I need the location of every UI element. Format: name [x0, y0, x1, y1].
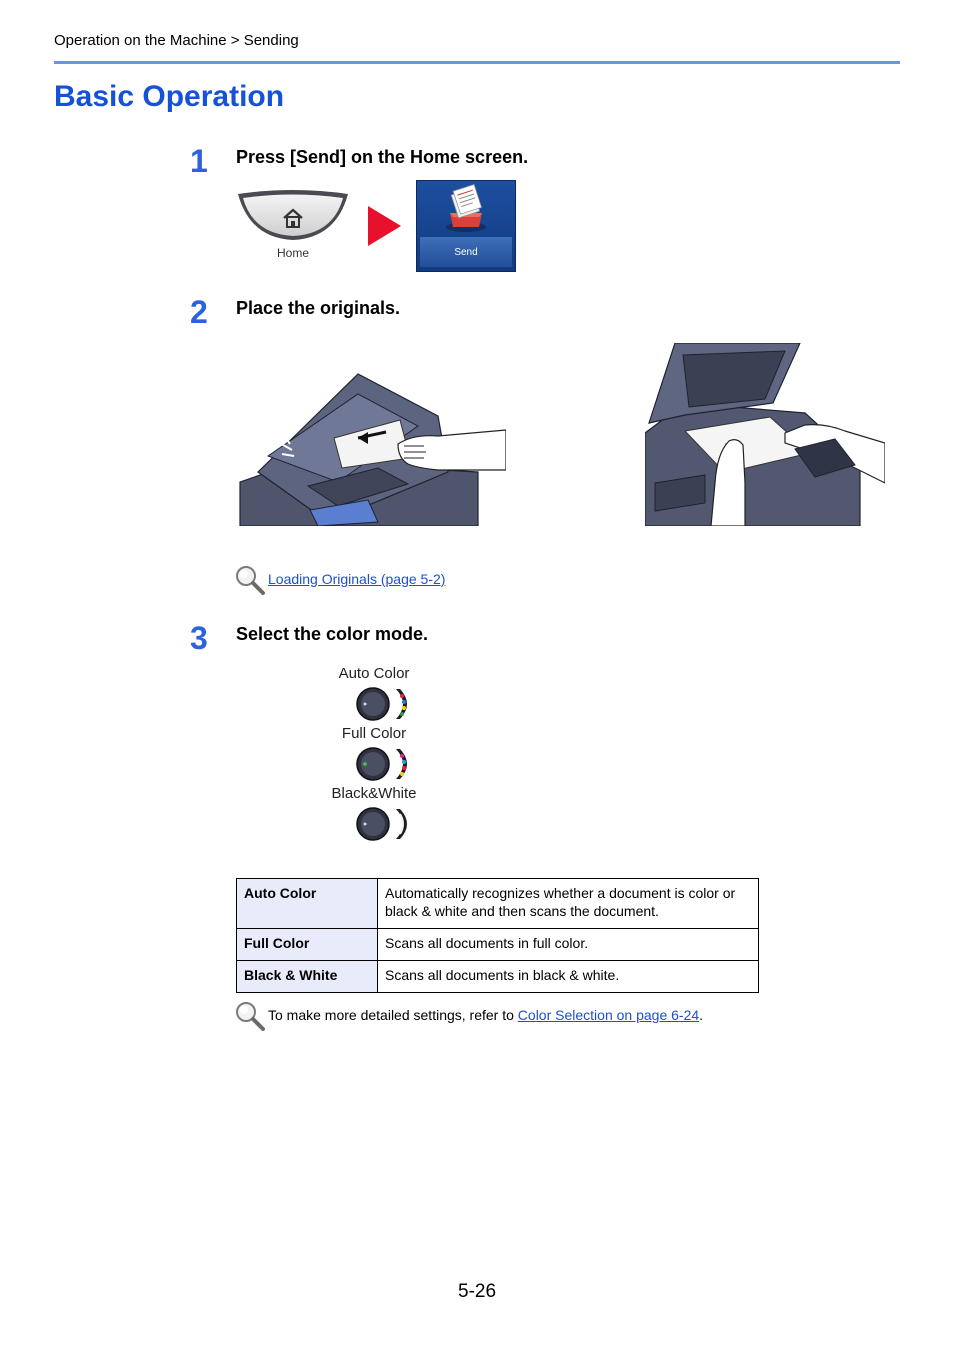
table-cell-description: Scans all documents in black & white. — [378, 961, 759, 993]
table-row — [237, 929, 759, 961]
table-cell-mode: Auto Color — [237, 879, 378, 929]
table-cell-mode: Black & White — [237, 961, 378, 993]
home-key-label: Home — [276, 246, 309, 260]
send-tile-label: Send — [454, 246, 478, 258]
black-white-label: Black&White — [331, 785, 417, 802]
document-processor-illustration — [238, 372, 506, 526]
table-cell-mode: Full Color — [237, 929, 378, 961]
table-row — [237, 879, 759, 929]
home-key-shape — [236, 190, 350, 246]
breadcrumb: Operation on the Machine > Sending — [54, 32, 299, 49]
magnifier-icon — [234, 1000, 266, 1032]
auto-color-button[interactable] — [356, 686, 412, 722]
step-1-text: Press [Send] on the Home screen. — [236, 147, 529, 167]
auto-color-label: Auto Color — [338, 665, 410, 682]
page-title: Basic Operation — [54, 80, 285, 113]
full-color-button[interactable] — [356, 746, 412, 782]
send-icon — [417, 183, 515, 237]
note-text: To make more detailed settings, refer to — [268, 1007, 518, 1023]
table-row — [237, 961, 759, 993]
send-tile[interactable] — [416, 180, 516, 272]
table-cell-description: Automatically recognizes whether a document is color or black & white and then scans the document. — [378, 879, 759, 929]
send-label-bar — [420, 237, 512, 267]
step-1-number: 1 — [190, 143, 208, 179]
magnifier-icon — [234, 564, 266, 596]
note — [268, 1007, 703, 1023]
step-3-text: Select the color mode. — [236, 624, 429, 644]
color-mode-table — [236, 878, 759, 993]
home-key[interactable] — [236, 190, 350, 264]
black-white-button[interactable] — [356, 806, 412, 842]
step-3-number: 3 — [190, 620, 208, 656]
platen-illustration — [645, 343, 885, 526]
header-rule — [54, 61, 900, 64]
loading-originals-link[interactable]: Loading Originals (page 5-2) — [268, 571, 446, 587]
full-color-label: Full Color — [341, 725, 407, 742]
page-number: 5-26 — [458, 1281, 497, 1302]
note-suffix: . — [699, 1007, 704, 1023]
color-selection-link[interactable]: Color Selection on page 6-24 — [517, 1007, 700, 1023]
table-cell-description: Scans all documents in full color. — [378, 929, 759, 961]
play-arrow-icon — [368, 206, 401, 246]
step-2-number: 2 — [190, 294, 208, 330]
step-2-text: Place the originals. — [236, 298, 401, 318]
